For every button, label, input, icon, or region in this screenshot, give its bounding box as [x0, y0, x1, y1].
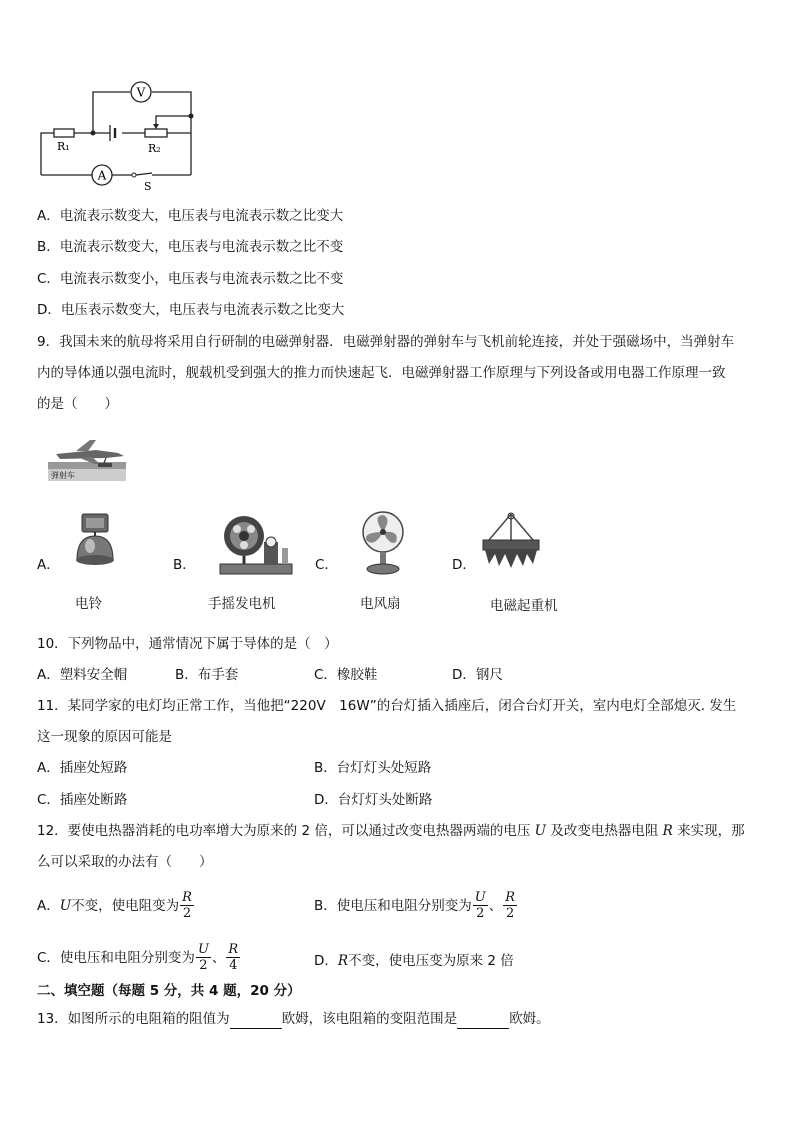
caption-electric-bell: 电铃: [75, 596, 102, 612]
q11-option-b[interactable]: B．台灯灯头处短路: [314, 760, 432, 776]
q9-stem-line2: 内的导体通以强电流时，舰载机受到强大的推力而快速起飞．电磁弹射器工作原理与下列设备或用电器工作原理一致: [37, 365, 726, 381]
caption-hand-generator: 手摇发电机: [208, 596, 276, 612]
q10-option-c[interactable]: C．橡胶鞋: [314, 667, 378, 683]
q9-stem-line3: 的是（ ）: [37, 396, 118, 412]
ammeter-symbol: A: [97, 168, 107, 183]
q12-option-a[interactable]: A． U 不变，使电阻变为 $\frac{R}{2}$: [37, 890, 192, 921]
r2-label: R₂: [148, 142, 161, 155]
q10-option-a[interactable]: A．塑料安全帽: [37, 667, 128, 683]
caption-electromagnetic-crane: 电磁起重机: [490, 598, 558, 614]
q12-stem-line2: 么可以采取的办法有（ ）: [37, 854, 213, 870]
q11-option-a[interactable]: A．插座处短路: [37, 760, 128, 776]
electric-bell-image: [72, 512, 118, 574]
q13-stem: 13．如图所示的电阻箱的阻值为 欧姆，该电阻箱的变阻范围是 欧姆。: [37, 1011, 550, 1027]
q10-stem: 10．下列物品中，通常情况下属于导体的是（ ）: [37, 636, 338, 652]
q12-option-c[interactable]: C．使电压和电阻分别变为 $\frac{U}{2}$ 、 $\frac{R}{4}$: [37, 942, 239, 973]
q9-stem-line1: 9．我国未来的航母将采用自行研制的电磁弹射器．电磁弹射器的弹射车与飞机前轮连接，并处于强磁场中，当弹射车: [37, 334, 735, 350]
switch-label: S: [144, 180, 152, 192]
q11-option-d[interactable]: D．台灯灯头处断路: [314, 792, 433, 808]
q8-option-a[interactable]: A．电流表示数变大，电压表与电流表示数之比变大: [37, 208, 344, 224]
section-heading-fill-in: 二、填空题（每题 5 分，共 4 题，20 分）: [37, 983, 301, 999]
q10-option-d[interactable]: D．钢尺: [452, 667, 503, 683]
q12-option-b[interactable]: B．使电压和电阻分别变为 $\frac{U}{2}$ 、 $\frac{R}{2}$: [314, 890, 516, 921]
q10-option-b[interactable]: B．布手套: [175, 667, 239, 683]
q12-option-d[interactable]: D．R不变，使电压变为原来 2 倍: [314, 953, 514, 969]
electric-fan-image: [356, 510, 410, 576]
catapult-label: 弹射车: [51, 471, 75, 480]
q12-stem-line1: 12．要使电热器消耗的电功率增大为原来的 2 倍，可以通过改变电热器两端的电压 U 及改变电热器电阻 R 来实现，那: [37, 823, 745, 839]
voltmeter-symbol: V: [136, 85, 146, 100]
q8-option-c[interactable]: C．电流表示数变小，电压表与电流表示数之比不变: [37, 271, 344, 287]
q11-stem-line2: 这一现象的原因可能是: [37, 729, 172, 745]
answer-blank-1[interactable]: [230, 1014, 282, 1029]
electromagnetic-crane-image: [477, 512, 545, 578]
q9-letter-b[interactable]: B．: [173, 557, 196, 573]
q9-letter-c[interactable]: C．: [315, 557, 338, 573]
q11-option-c[interactable]: C．插座处断路: [37, 792, 128, 808]
answer-blank-2[interactable]: [457, 1014, 509, 1029]
q11-stem-line1: 11．某同学家的电灯均正常工作，当他把“220V 16W”的台灯插入插座后，闭合台灯开关，室内电灯全部熄灭. 发生: [37, 698, 737, 714]
q8-option-b[interactable]: B．电流表示数变大，电压表与电流表示数之比不变: [37, 239, 344, 255]
catapult-plane-image: [46, 436, 128, 482]
q8-option-d[interactable]: D．电压表示数变大，电压表与电流表示数之比变大: [37, 302, 345, 318]
q9-letter-d[interactable]: D．: [452, 557, 476, 573]
caption-electric-fan: 电风扇: [360, 596, 401, 612]
q9-letter-a[interactable]: A．: [37, 557, 60, 573]
r1-label: R₁: [57, 140, 70, 153]
circuit-diagram: [36, 80, 201, 192]
hand-generator-image: [218, 512, 294, 578]
